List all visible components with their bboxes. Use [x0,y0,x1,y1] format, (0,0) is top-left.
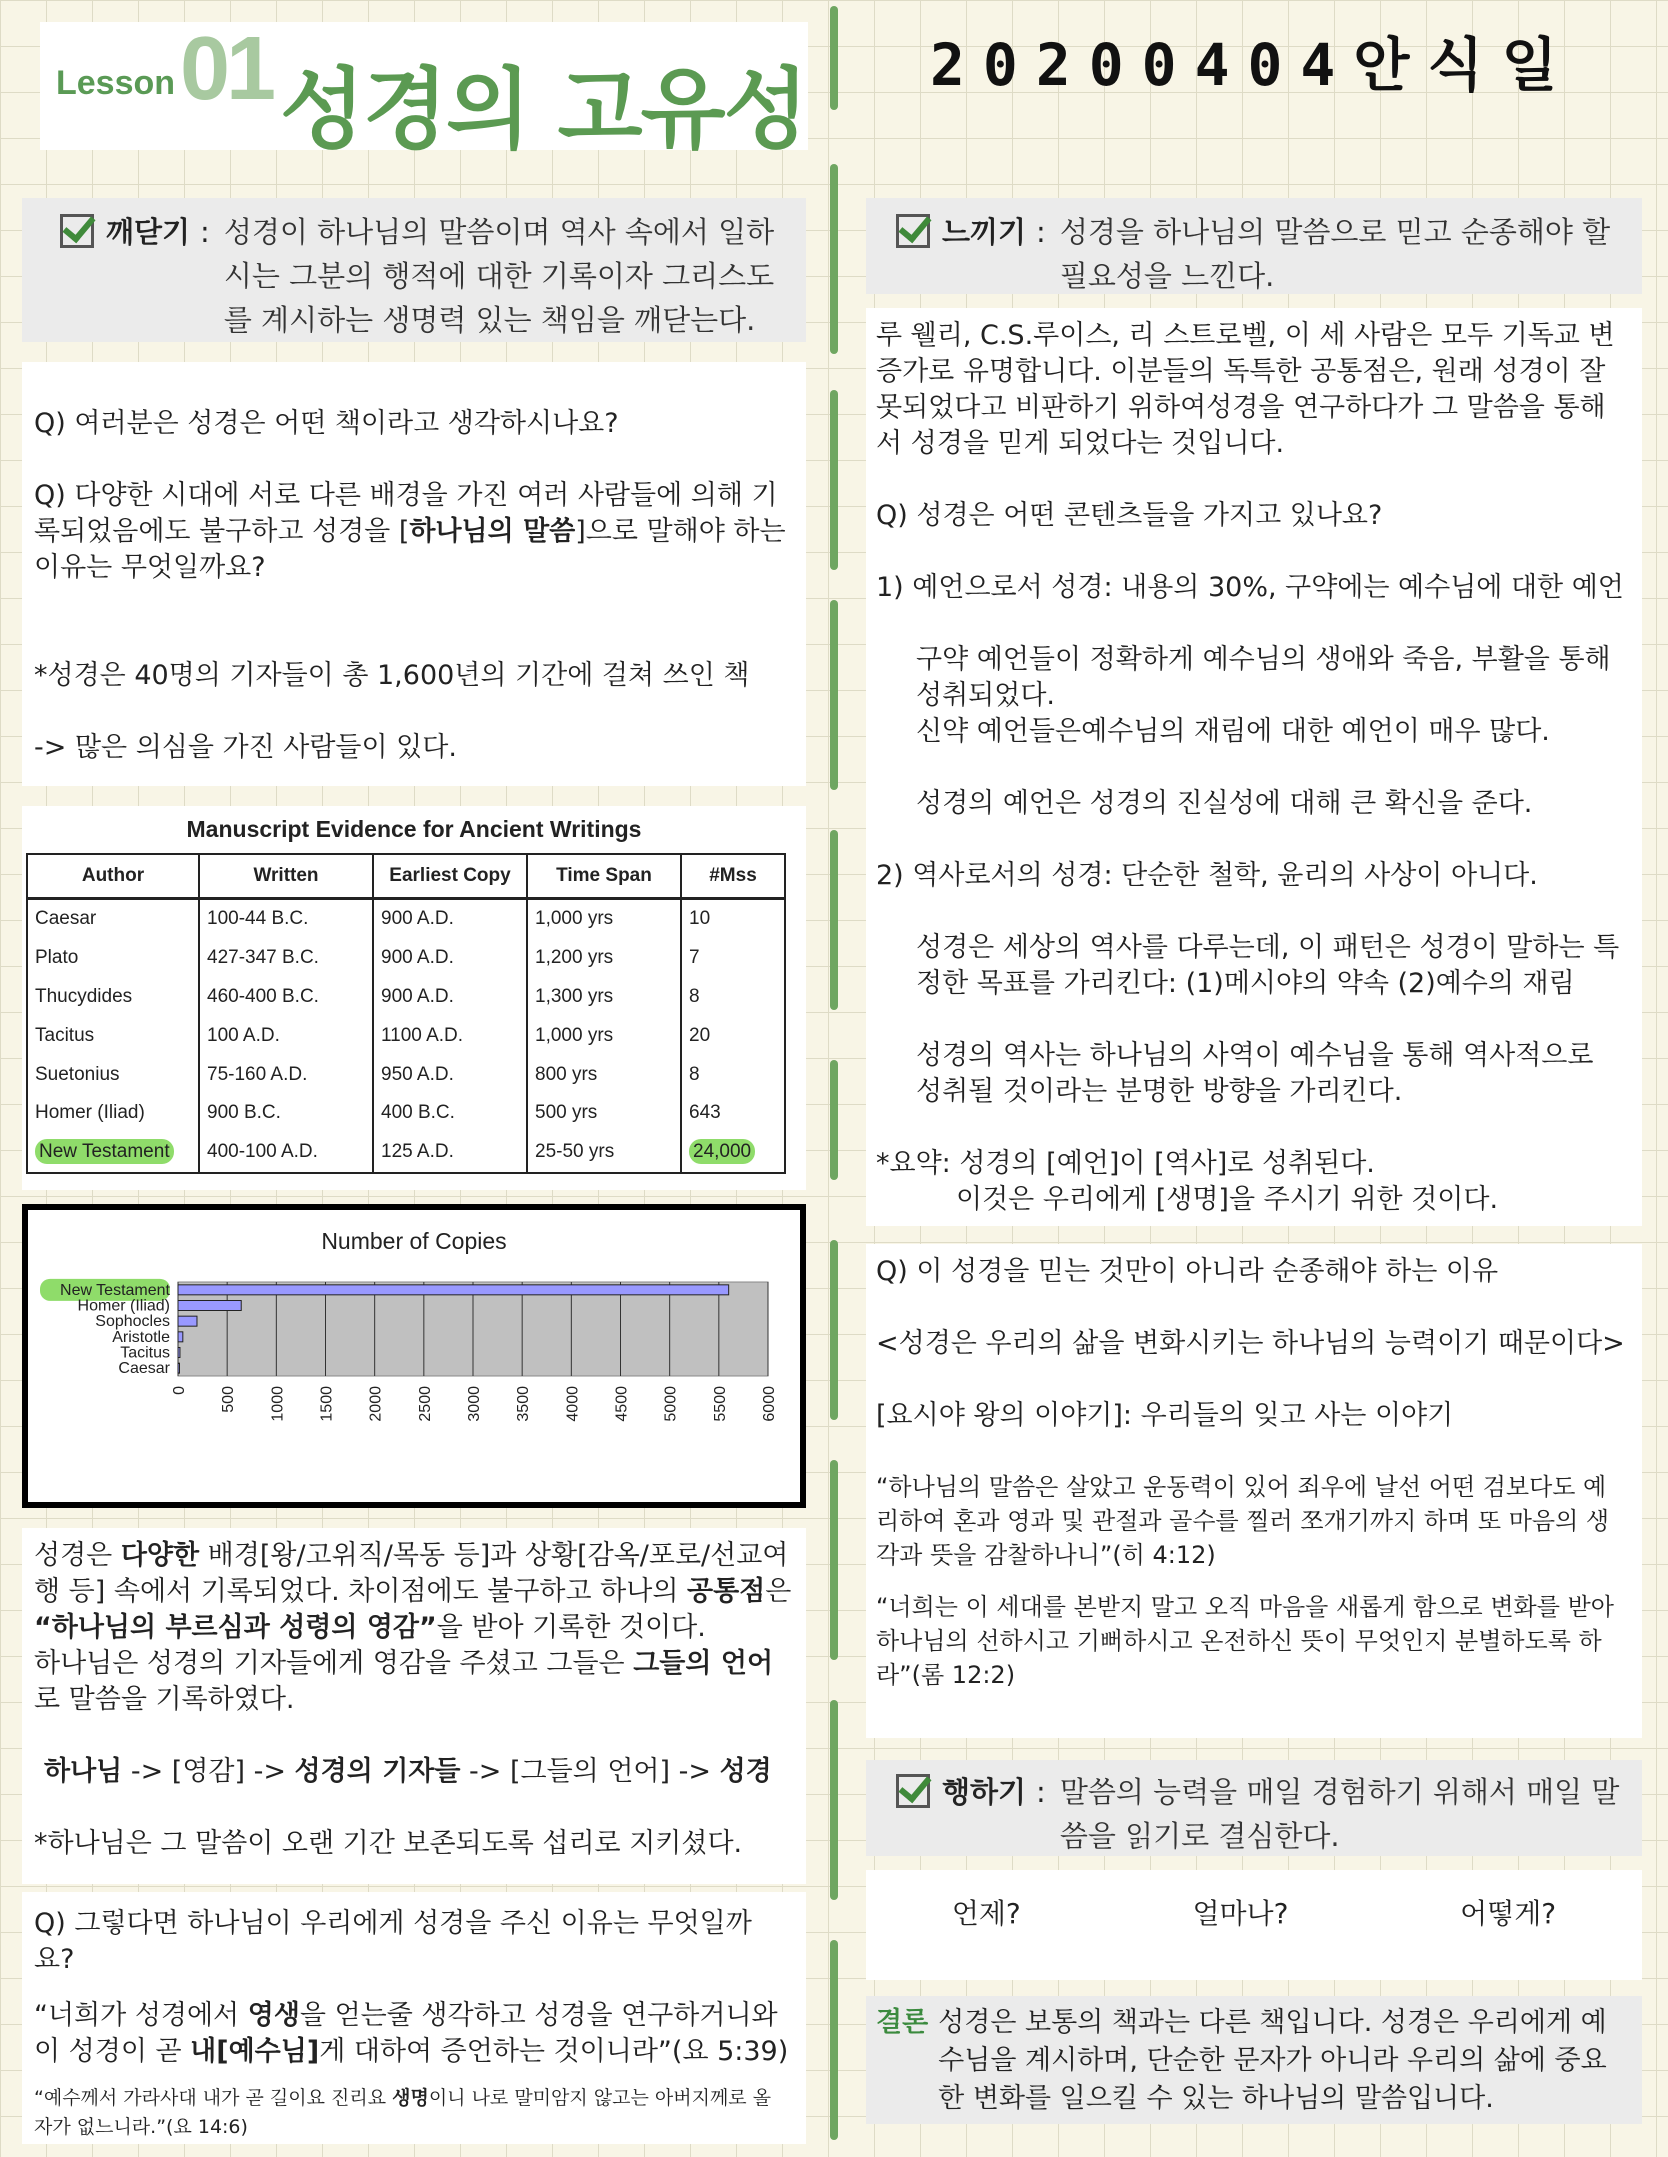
text-run: 을 받아 기록한 것이다. [436,1612,706,1643]
table-header: Author [27,854,199,899]
text-run-bold: 다양한 [120,1540,200,1571]
chart-tick-label: 0 [171,1386,188,1395]
why-given-section [22,1892,806,2144]
providence-note: *하나님은 그 말씀이 오랜 기간 보존되도록 섭리로 지키셨다. [34,1828,743,1859]
obey-reason: <성경은 우리의 삶을 변화시키는 하나님의 능력이기 때문이다> [876,1328,1625,1359]
table-cell: 500 yrs [527,1094,681,1133]
table-row [27,899,785,939]
table-cell: Caesar [27,899,199,939]
contents-section [866,308,1642,1226]
conclusion-section [866,1996,1642,2124]
table-cell: 20 [681,1016,785,1055]
divider-segment [830,830,838,1010]
table-cell [27,1133,199,1173]
table-cell: Suetonius [27,1055,199,1094]
realize-text: 성경이 하나님의 말씀이며 역사 속에서 일하시는 그분의 행적에 대한 기록이자 그리스도를 계시하는 생명력 있는 책임을 깨닫는다. [223,215,775,337]
table-cell [681,1133,785,1173]
text-run: -> [영감] -> [122,1756,295,1787]
history-heading: 2) 역사로서의 성경: 단순한 철학, 윤리의 사상이 아니다. [876,860,1538,891]
text-run-bold: “하나님의 부르심과 성령의 영감” [34,1612,437,1643]
table-cell: 400-100 A.D. [199,1133,373,1173]
chart-category-label: Caesar [118,1360,170,1378]
divider-segment [830,6,838,110]
checkbox-icon [60,214,94,248]
obey-section [866,1244,1642,1738]
text-run: 하나님은 성경의 기자들에게 영감을 주셨고 그들은 [34,1648,634,1679]
chart-tick-label: 3000 [466,1386,483,1422]
lesson-word: Lesson [56,64,176,102]
manuscript-table-section [22,806,806,1190]
lesson-number: 01 [180,19,273,119]
text-run: 게 대하여 증언하는 것이니라”(요 5:39) [319,2036,789,2067]
highlighted-cell: 24,000 [689,1139,755,1164]
chart-tick-label: 5500 [711,1386,729,1422]
table-cell: 1100 A.D. [373,1016,527,1055]
inspiration-section [22,1528,806,1884]
chart-tick-label: 500 [220,1386,238,1413]
feel-colon: : [1036,215,1046,249]
question-1: Q) 여러분은 성경은 어떤 책이라고 생각하시나요? [34,408,619,439]
manuscript-table-title: Manuscript Evidence for Ancient Writings [186,816,642,842]
table-header: Time Span [527,854,681,899]
verse-hebrews-4-12: “하나님의 말씀은 살았고 운동력이 있어 죄우에 날선 어떤 검보다도 예리하여 혼과 영과 및 관절과 골수를 찔러 쪼개기까지 하며 또 마음의 생각과 뜻을 감찰하나니”(히 4:12) [876,1473,1610,1569]
chart-tick-label: 1000 [269,1386,287,1422]
chart-category-label: Tacitus [120,1344,170,1362]
act-plan-box [866,1870,1642,1980]
text-run: “너희가 성경에서 [34,2000,248,2031]
table-cell: Thucydides [27,978,199,1017]
realize-colon: : [200,215,210,249]
text-run: 성경은 [34,1540,121,1571]
chart-tick-label: 2500 [416,1386,434,1422]
text-run: 배경[왕/고위직/목동 등]과 상황[감옥/포로/선교여행 등] 속에서 기록되었다. 차이점에도 불구하고 하나의 [34,1540,789,1607]
table-cell: 950 A.D. [373,1055,527,1094]
divider-segment [830,1940,838,2140]
when-prompt: 언제? [951,1897,1021,1930]
text-run-bold: 내[예수님] [190,2036,320,2067]
divider-segment [830,1060,838,1180]
questions-section [22,362,806,786]
divider-segment [830,1240,838,1420]
table-row [27,1055,785,1094]
table-cell: 8 [681,978,785,1017]
table-row [27,939,785,978]
verse-john-5-39 [34,1998,792,2070]
table-cell: 25-50 yrs [527,1133,681,1173]
table-cell: 800 yrs [527,1055,681,1094]
contents-question: Q) 성경은 어떤 콘텐츠들을 가지고 있나요? [876,500,1383,531]
checkbox-icon [896,214,930,248]
text-run: 을 얻는줄 생각하고 성경을 연구하거니와 이 성경이 곧 [34,2000,778,2067]
table-row [27,1133,785,1173]
chart-svg [28,1210,800,1502]
act-colon: : [1036,1775,1046,1809]
chart-tick-label: 3500 [515,1386,533,1422]
realize-section [22,198,806,342]
history-pattern: 성경은 세상의 역사를 다루는데, 이 패턴은 성경이 말하는 특정한 목표를 가리킨다: (1)메시야의 약속 (2)예수의 재림 [916,932,1620,999]
table-cell: 460-400 B.C. [199,978,373,1017]
chart-bar [178,1285,729,1295]
why-given-question: Q) 그렇다면 하나님이 우리에게 성경을 주신 이유는 무엇일까요? [34,1908,752,1975]
table-cell: 1,000 yrs [527,899,681,939]
prophecy-assurance: 성경의 예언은 성경의 진실성에 대해 큰 확신을 준다. [916,788,1533,819]
divider-segment [830,1460,838,1660]
table-cell: 643 [681,1094,785,1133]
josiah-story: [요시야 왕의 이야기]: 우리들의 잊고 사는 이야기 [876,1400,1454,1431]
copies-chart [22,1204,806,1508]
feel-text: 성경을 하나님의 말씀으로 믿고 순종해야 할 필요성을 느낀다. [1059,215,1611,293]
summary-line-1: *요약: 성경의 [예언]이 [역사]로 성취된다. [876,1148,1375,1179]
realize-label: 깨닫기 [106,215,191,249]
table-cell: 1,200 yrs [527,939,681,978]
table-cell: 10 [681,899,785,939]
table-cell: 100-44 B.C. [199,899,373,939]
text-run: “예수께서 가라사대 내가 곧 길이요 진리요 [34,2087,393,2109]
highlighted-cell: New Testament [35,1139,174,1164]
divider-segment [830,1700,838,1900]
table-cell: Homer (Iliad) [27,1094,199,1133]
text-run: 이니 나로 말미암지 않고는 아버지께로 올 자가 없느니라.”(요 14:6) [34,2087,772,2138]
chart-bar [178,1348,180,1358]
question-2-pre: Q) 다양한 시대에 서로 다른 배경을 가진 여러 사람들에 의해 기록되었음에도 불구하고 성경을 [ [34,480,778,547]
table-cell: 400 B.C. [373,1094,527,1133]
chart-bar [178,1316,197,1326]
conclusion-text: 성경은 보통의 책과는 다른 책입니다. 성경은 우리에게 예수님을 계시하며, 단순한 문자가 아니라 우리의 삶에 중요한 변화를 일으킬 수 있는 하나님의 말씀입니다. [938,2007,1607,2114]
table-row [27,1016,785,1055]
text-run-bold: 하나님 [44,1756,123,1787]
lesson-date: 20200404안식일 [930,31,1576,99]
manuscript-table [26,853,786,1174]
text-run-bold: 생명 [392,2087,429,2109]
chart-tick-label: 4000 [564,1386,582,1422]
act-section [866,1760,1642,1856]
text-run-bold: 공통점 [687,1576,766,1607]
table-cell: 427-347 B.C. [199,939,373,978]
inspiration-paragraph-1 [34,1538,792,1646]
chart-tick-label: 6000 [761,1386,778,1422]
question-2 [34,478,792,586]
history-direction: 성경의 역사는 하나님의 사역이 예수님을 통해 역사적으로 성취될 것이라는 분명한 방향을 가리킨다. [916,1040,1594,1107]
text-run-bold: 성경의 기자들 [294,1756,461,1787]
summary-line-2: 이것은 우리에게 [생명]을 주시기 위한 것이다. [956,1184,1499,1215]
verse-john-14-6 [34,2084,792,2142]
lesson-title-box [40,19,808,161]
table-cell: 1,300 yrs [527,978,681,1017]
chart-category-label: Aristotle [112,1328,170,1346]
apologists-text: 루 웰리, C.S.루이스, 리 스트로벨, 이 세 사람은 모두 기독교 변증가로 유명합니다. 이분들의 독특한 공통점은, 원래 성경이 잘못되었다고 비판하기 위하여성경을 연구하다가 그 말씀을 통해서 성경을 믿게 되었다는 것입니다. [876,320,1615,459]
divider-segment [830,600,838,790]
chart-tick-label: 2000 [367,1386,385,1422]
table-cell: 900 A.D. [373,939,527,978]
question-2-bold: 하나님의 말씀 [409,516,576,547]
table-cell: 1,000 yrs [527,1016,681,1055]
table-cell: 100 A.D. [199,1016,373,1055]
table-header: #Mss [681,854,785,899]
conclusion-label: 결론 [876,2007,929,2038]
prophecy-heading: 1) 예언으로서 성경: 내용의 30%, 구약에는 예수님에 대한 예언 [876,572,1624,603]
chart-category-label: Sophocles [95,1313,170,1331]
table-cell: 900 A.D. [373,978,527,1017]
text-run-bold: 영생 [247,2000,300,2031]
feel-section [866,198,1642,294]
act-label: 행하기 [942,1775,1027,1809]
table-cell: 125 A.D. [373,1133,527,1173]
checkbox-icon [896,1774,930,1808]
table-cell: Tacitus [27,1016,199,1055]
how-prompt: 어떻게? [1460,1897,1557,1930]
table-cell: Plato [27,939,199,978]
table-cell: 7 [681,939,785,978]
doubt-note: -> 많은 의심을 가진 사람들이 있다. [34,732,457,763]
prophecy-ot: 구약 예언들이 정확하게 예수님의 생애와 죽음, 부활을 통해 성취되었다. [916,644,1611,711]
how-much-prompt: 얼마나? [1192,1897,1289,1930]
table-header: Earliest Copy [373,854,527,899]
divider-segment [830,164,838,354]
inspiration-flow [34,1754,792,1790]
text-run-bold: 성경 [719,1756,772,1787]
chart-title: Number of Copies [321,1228,507,1254]
chart-bar [178,1301,241,1311]
text-run: 은 [765,1576,792,1607]
chart-bar [178,1363,180,1373]
divider-segment [830,390,838,570]
inspiration-paragraph-2 [34,1646,792,1718]
text-run: -> [그들의 언어] -> [460,1756,720,1787]
table-cell: 8 [681,1055,785,1094]
chart-tick-label: 1500 [318,1386,336,1422]
chart-category-label: New Testament [60,1281,170,1299]
table-header: Written [199,854,373,899]
bible-authors-note: *성경은 40명의 기자들이 총 1,600년의 기간에 걸쳐 쓰인 책 [34,660,750,691]
act-text: 말씀의 능력을 매일 경험하기 위해서 매일 말씀을 읽기로 결심한다. [1059,1775,1620,1853]
obey-question: Q) 이 성경을 믿는 것만이 아니라 순종해야 하는 이유 [876,1256,1499,1287]
chart-category-label: Homer (Iliad) [77,1297,170,1315]
table-row [27,978,785,1017]
question-2-post: ]으로 말해야 하는 이유는 무엇일까요? [34,516,786,583]
table-cell: 75-160 A.D. [199,1055,373,1094]
table-cell: 900 A.D. [373,899,527,939]
verse-romans-12-2: “너희는 이 세대를 본받지 말고 오직 마음을 새롭게 함으로 변화를 받아 하나님의 선하시고 기뻐하시고 온전하신 뜻이 무엇인지 분별하도록 하라”(롬 12:2) [876,1593,1614,1689]
table-cell: 900 B.C. [199,1094,373,1133]
prophecy-nt: 신약 예언들은예수님의 재림에 대한 예언이 매우 많다. [916,716,1550,747]
feel-label: 느끼기 [942,215,1027,249]
chart-tick-label: 5000 [662,1386,680,1422]
chart-tick-label: 4500 [613,1386,631,1422]
lesson-title: 성경의 고유성 [280,58,807,161]
text-run: 로 말씀을 기록하였다. [34,1684,295,1715]
text-run-bold: 그들의 언어 [633,1648,774,1679]
table-row [27,1094,785,1133]
chart-bar [178,1332,183,1342]
